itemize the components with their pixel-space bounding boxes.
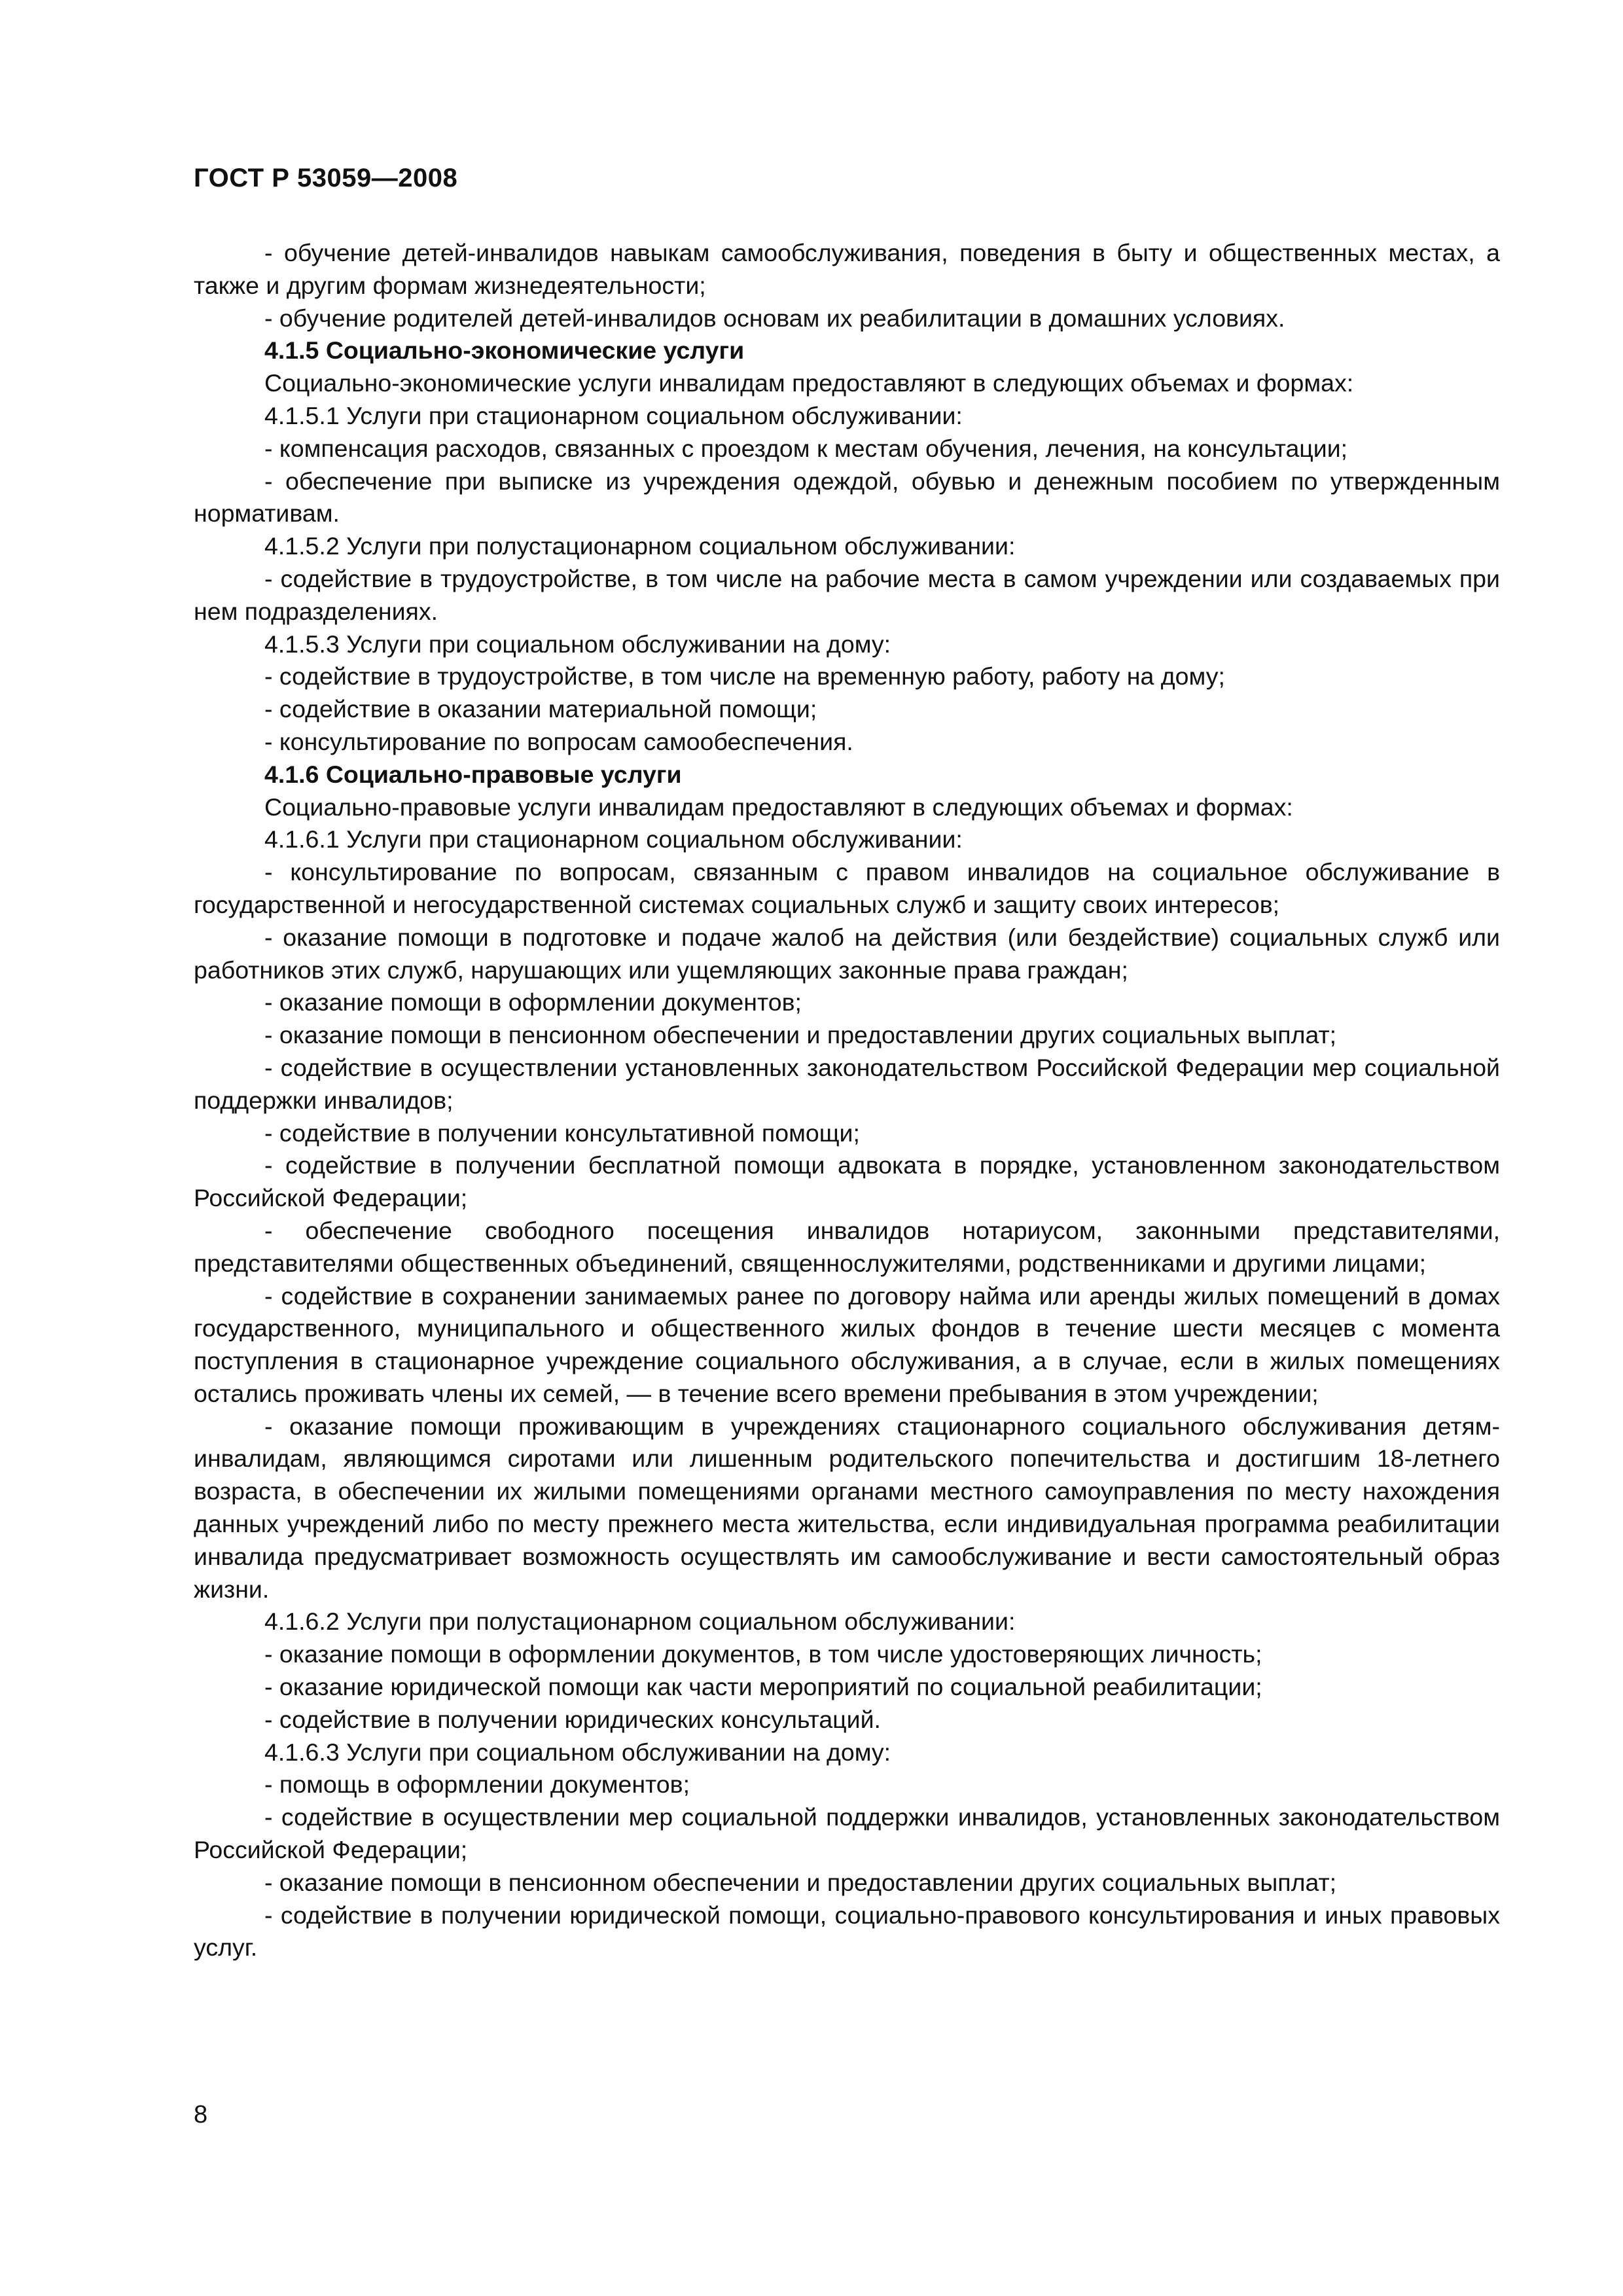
paragraph: - обучение детей-инвалидов навыкам самообслуживания, поведения в быту и общественных местах, а также и другим формам жизнедеятельности; <box>194 239 1500 299</box>
paragraph: - консультирование по вопросам самообеспечения. <box>264 727 853 755</box>
paragraph: - содействие в оказании материальной помощи; <box>264 695 817 723</box>
page-number: 8 <box>194 2101 208 2128</box>
paragraph: - оказание помощи в оформлении документов, в том числе удостоверяющих личность; <box>264 1640 1262 1668</box>
paragraph: - оказание помощи проживающим в учреждениях стационарного социального обслуживания детям-инвалидам, являющимся сиротами или лишенным родительского попечительства и достигшим 18-летнего возраста, в обеспечении их жилыми помещениями органами местного самоуправления по месту нахождения данных учреждений либо по месту прежнего места жительства, если индивидуальная программа реабилитации инвалида предусматривает возможность осуществлять им самообслуживание и вести самостоятельный образ жизни. <box>194 1412 1500 1603</box>
document-body <box>194 237 1500 1964</box>
paragraph: - содействие в получении юридических консультаций. <box>264 1705 881 1733</box>
subsection-4-1-5-1: 4.1.5.1 Услуги при стационарном социальном обслуживании: <box>264 401 963 429</box>
paragraph: - оказание юридической помощи как части мероприятий по социальной реабилитации; <box>264 1673 1262 1701</box>
paragraph: - компенсация расходов, связанных с проездом к местам обучения, лечения, на консультации; <box>264 434 1348 462</box>
paragraph: - содействие в получении консультативной помощи; <box>264 1119 860 1147</box>
paragraph: - оказание помощи в оформлении документов; <box>264 988 802 1016</box>
paragraph: Социально-экономические услуги инвалидам предоставляют в следующих объемах и формах: <box>264 369 1354 397</box>
paragraph: - содействие в сохранении занимаемых ранее по договору найма или аренды жилых помещений в домах государственного, муниципального и общественного жилых фондов в течение шести месяцев с момента поступления в стационарное учреждение социального обслуживания, а в случае, если в жилых помещениях остались проживать члены их семей, — в течение всего времени пребывания в этом учреждении; <box>194 1282 1500 1407</box>
subsection-4-1-6-3: 4.1.6.3 Услуги при социальном обслуживании на дому: <box>264 1738 891 1766</box>
paragraph: - содействие в получении юридической помощи, социально-правового консультирования и иных правовых услуг. <box>194 1901 1500 1962</box>
subsection-4-1-6-1: 4.1.6.1 Услуги при стационарном социальном обслуживании: <box>264 825 963 853</box>
subsection-4-1-6-2: 4.1.6.2 Услуги при полустационарном социальном обслуживании: <box>264 1607 1016 1636</box>
paragraph: - содействие в осуществлении установленных законодательством Российской Федерации мер социальной поддержки инвалидов; <box>194 1053 1500 1114</box>
section-heading-4-1-6: 4.1.6 Социально-правовые услуги <box>264 760 682 788</box>
subsection-4-1-5-3: 4.1.5.3 Услуги при социальном обслуживании на дому: <box>264 630 891 658</box>
section-heading-4-1-5: 4.1.5 Социально-экономические услуги <box>264 336 745 365</box>
paragraph: - консультирование по вопросам, связанным с правом инвалидов на социальное обслуживание в государственной и негосударственной системах социальных служб и защиту своих интересов; <box>194 858 1500 918</box>
paragraph: - содействие в трудоустройстве, в том числе на временную работу, работу на дому; <box>264 662 1225 691</box>
paragraph: - оказание помощи в пенсионном обеспечении и предоставлении других социальных выплат; <box>264 1021 1337 1049</box>
paragraph: - оказание помощи в пенсионном обеспечении и предоставлении других социальных выплат; <box>264 1868 1337 1896</box>
paragraph: - содействие в получении бесплатной помощи адвоката в порядке, установленном законодательством Российской Федерации; <box>194 1151 1500 1212</box>
paragraph: - обеспечение свободного посещения инвалидов нотариусом, законными представителями, представителями общественных объединений, священнослужителями, родственниками и другими лицами; <box>194 1216 1500 1277</box>
paragraph: Социально-правовые услуги инвалидам предоставляют в следующих объемах и формах: <box>264 793 1293 821</box>
paragraph: - содействие в трудоустройстве, в том числе на рабочие места в самом учреждении или создаваемых при нем подразделениях. <box>194 564 1500 625</box>
paragraph: - содействие в осуществлении мер социальной поддержки инвалидов, установленных законодательством Российской Федерации; <box>194 1803 1500 1864</box>
document-code-header: ГОСТ Р 53059—2008 <box>194 164 458 192</box>
paragraph: - обучение родителей детей-инвалидов основам их реабилитации в домашних условиях. <box>264 304 1285 332</box>
subsection-4-1-5-2: 4.1.5.2 Услуги при полустационарном социальном обслуживании: <box>264 532 1016 560</box>
paragraph: - помощь в оформлении документов; <box>264 1770 690 1799</box>
paragraph: - оказание помощи в подготовке и подаче жалоб на действия (или бездействие) социальных служб или работников этих служб, нарушающих или ущемляющих законные права граждан; <box>194 923 1500 984</box>
paragraph: - обеспечение при выписке из учреждения одеждой, обувью и денежным пособием по утвержденным нормативам. <box>194 467 1500 528</box>
